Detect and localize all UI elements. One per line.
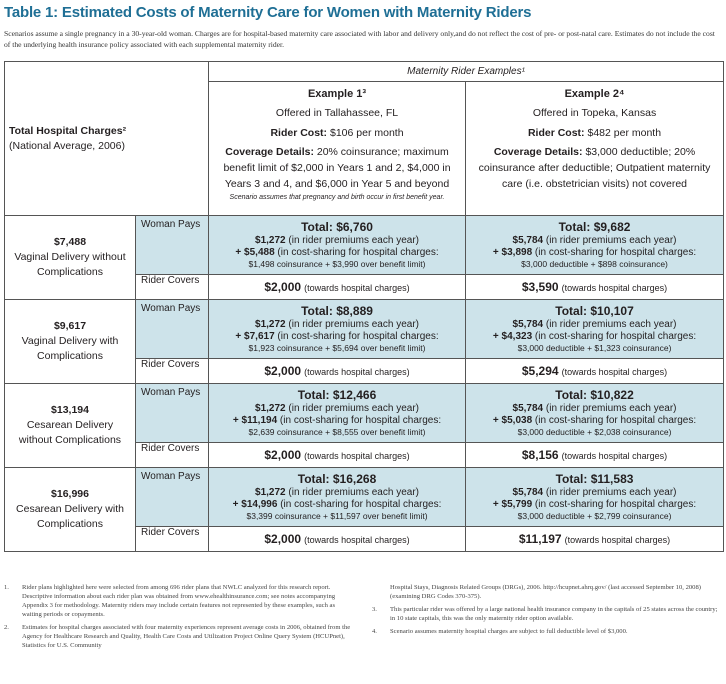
- ex1-rider-covers-cell: [209, 275, 466, 300]
- hospital-charge-amount: $13,194: [51, 404, 89, 416]
- premiums-amount: $1,272: [255, 487, 286, 498]
- total-amount: Total: $6,760: [301, 220, 373, 234]
- woman-pays-row: [5, 384, 724, 443]
- delivery-type-desc: Vaginal Delivery with Complications: [21, 335, 119, 362]
- rider-covers-amount: $8,156: [521, 448, 559, 462]
- total-hospital-charges-label: Total Hospital Charges²: [9, 124, 127, 137]
- total-amount: Total: $11,583: [555, 472, 634, 486]
- example-2-header: [466, 82, 724, 216]
- cost-sharing-line: [469, 331, 720, 343]
- cost-sharing-text: (in cost-sharing for hospital charges:: [280, 499, 442, 510]
- towards-text: (towards hospital charges): [304, 451, 410, 461]
- premiums-line: [469, 487, 720, 499]
- cost-sharing-line: [212, 415, 462, 427]
- rider-cost-label: Rider Cost:: [527, 127, 585, 139]
- delivery-type-cell: [5, 468, 136, 552]
- footnote-text: This particular rider was offered by a large national health insurance company in the capitals of 25 states across the country; in 10 state capitals, this was the only maternity rider option available.: [390, 606, 718, 622]
- example-1-header: [209, 82, 466, 216]
- coverage-label: Coverage Details:: [493, 146, 583, 158]
- ex2-woman-pays-cell: [466, 384, 724, 443]
- footnote-2-continued: [372, 583, 720, 601]
- ex1-woman-pays-cell: [209, 468, 466, 527]
- premiums-line: [469, 319, 720, 331]
- ex1-woman-pays-cell: [209, 216, 466, 275]
- ex1-rider-covers-cell: [209, 443, 466, 468]
- ex2-rider-covers-cell: [466, 527, 724, 552]
- premiums-amount: $1,272: [255, 403, 286, 414]
- intro-text: Scenarios assume a single pregnancy in a 30-year-old woman. Charges are for hospital-based maternity care associated with labor and delivery only,and do not reflect the cost of pre- or post-natal care. Estimates do not include the cost of the underlying health insurance policy associated with each supplemental maternity rider.: [4, 29, 715, 49]
- delivery-type-desc: Cesarean Delivery without Complications: [18, 419, 122, 446]
- woman-pays-row: [5, 216, 724, 275]
- cost-sharing-line: [469, 499, 720, 511]
- total-amount: Total: $10,822: [555, 388, 634, 402]
- cost-sharing-amount: + $5,488: [235, 247, 275, 258]
- towards-text: (towards hospital charges): [561, 283, 668, 293]
- total-amount: Total: $8,889: [301, 304, 373, 318]
- rider-covers-amount: $2,000: [264, 364, 302, 378]
- premiums-line: [469, 403, 720, 415]
- cost-sharing-line: [212, 247, 462, 259]
- footnote-number: 1.: [4, 584, 9, 591]
- cost-sharing-detail: $1,498 coinsurance + $3,990 over benefit limit): [248, 259, 426, 269]
- delivery-type-cell: [5, 384, 136, 468]
- premiums-line: [212, 403, 462, 415]
- cost-sharing-detail: $3,000 deductible + $2,038 coinsurance): [517, 427, 672, 437]
- premiums-amount: $5,784: [512, 319, 544, 330]
- cost-sharing-amount: + $5,799: [492, 499, 533, 510]
- cost-sharing-detail: $3,399 coinsurance + $11,597 over benefit limit): [246, 511, 428, 521]
- premiums-text: (in rider premiums each year): [288, 319, 419, 330]
- hospital-charge-amount: $16,996: [51, 488, 89, 500]
- cost-sharing-line: [469, 247, 720, 259]
- example-2-coverage: [470, 144, 719, 192]
- cost-sharing-amount: + $3,898: [492, 247, 533, 258]
- cost-sharing-text: (in cost-sharing for hospital charges:: [534, 331, 697, 342]
- rider-covers-label: Rider Covers: [136, 275, 209, 300]
- cost-sharing-text: (in cost-sharing for hospital charges:: [534, 415, 697, 426]
- example-1-offered: Offered in Tallahassee, FL: [275, 107, 399, 119]
- total-hospital-charges-header: [5, 62, 209, 216]
- coverage-label: Coverage Details:: [225, 146, 314, 158]
- towards-text: (towards hospital charges): [561, 451, 668, 461]
- woman-pays-row: [5, 468, 724, 527]
- rider-covers-label: Rider Covers: [136, 443, 209, 468]
- premiums-amount: $5,784: [512, 235, 544, 246]
- total-amount: Total: $12,466: [297, 388, 377, 402]
- premiums-amount: $1,272: [255, 319, 286, 330]
- coverage-value: $3,000 deductible; 20% coinsurance after deductible; Outpatient maternity care (i.e. obstetrician visits) not covered: [478, 146, 711, 190]
- cost-sharing-amount: + $7,617: [235, 331, 275, 342]
- ex1-woman-pays-cell: [209, 300, 466, 359]
- cost-sharing-text: (in cost-sharing for hospital charges:: [277, 247, 439, 258]
- cost-sharing-text: (in cost-sharing for hospital charges:: [277, 331, 439, 342]
- maternity-cost-table: [4, 61, 724, 552]
- cost-sharing-detail: $3,000 deductible + $1,323 coinsurance): [517, 343, 672, 353]
- example-2-offered: Offered in Topeka, Kansas: [532, 107, 657, 119]
- footnote-4: [372, 627, 720, 636]
- example-2-rider-cost: [470, 125, 719, 141]
- footnote-text: Scenario assumes maternity hospital charges are subject to full deductible level of $3,000.: [390, 628, 628, 635]
- ex1-rider-covers-cell: [209, 527, 466, 552]
- footnote-number: 2.: [4, 624, 9, 631]
- table-header-row-1: [5, 62, 724, 82]
- cost-sharing-detail: $3,000 deductible + $2,799 coinsurance): [517, 511, 672, 521]
- delivery-type-cell: [5, 300, 136, 384]
- example-1-name: Example 1³: [307, 88, 367, 100]
- rider-covers-amount: $3,590: [521, 280, 559, 294]
- rider-covers-label: Rider Covers: [136, 359, 209, 384]
- cost-sharing-text: (in cost-sharing for hospital charges:: [534, 499, 697, 510]
- towards-text: (towards hospital charges): [304, 367, 410, 377]
- cost-sharing-detail: $2,639 coinsurance + $8,555 over benefit limit): [248, 427, 426, 437]
- footnote-number: 3.: [372, 606, 377, 613]
- towards-text: (towards hospital charges): [304, 283, 410, 293]
- premiums-line: [212, 235, 462, 247]
- footnotes-left-column: [4, 583, 354, 654]
- premiums-amount: $5,784: [512, 403, 544, 414]
- delivery-type-desc: Vaginal Delivery without Complications: [14, 251, 126, 278]
- woman-pays-label: Woman Pays: [136, 468, 209, 527]
- example-1-coverage: [213, 144, 461, 192]
- example-1-scenario-note: Scenario assumes that pregnancy and birth occur in first benefit year.: [229, 194, 445, 201]
- towards-text: (towards hospital charges): [564, 535, 671, 545]
- hospital-charge-amount: $7,488: [53, 236, 87, 248]
- ex2-rider-covers-cell: [466, 443, 724, 468]
- premiums-text: (in rider premiums each year): [545, 319, 677, 330]
- premiums-text: (in rider premiums each year): [288, 403, 419, 414]
- woman-pays-label: Woman Pays: [136, 216, 209, 275]
- woman-pays-row: [5, 300, 724, 359]
- rider-covers-label: Rider Covers: [136, 527, 209, 552]
- hospital-charge-amount: $9,617: [53, 320, 87, 332]
- maternity-rider-examples-header: Maternity Rider Examples¹: [209, 62, 724, 82]
- delivery-type-cell: [5, 216, 136, 300]
- ex2-rider-covers-cell: [466, 275, 724, 300]
- rider-covers-amount: $5,294: [521, 364, 559, 378]
- ex2-rider-covers-cell: [466, 359, 724, 384]
- premiums-line: [212, 319, 462, 331]
- premiums-text: (in rider premiums each year): [545, 403, 677, 414]
- cost-sharing-text: (in cost-sharing for hospital charges:: [534, 247, 697, 258]
- rider-covers-amount: $11,197: [518, 532, 562, 546]
- premiums-text: (in rider premiums each year): [288, 235, 419, 246]
- footnote-text: Rider plans highlighted here were selected from among 696 rider plans that NWLC analyzed for this research report. Descriptive information about each rider plan was obtained from www.ehealthinsurance.com; see notes accompanying Appendix 3 for methodology. Maternity riders may include certain features not represented by these examples, such as waiting periods or copayments.: [22, 584, 336, 618]
- cost-sharing-amount: + $4,323: [492, 331, 533, 342]
- rider-cost-value: $106 per month: [329, 127, 404, 139]
- premiums-line: [469, 235, 720, 247]
- ex2-woman-pays-cell: [466, 468, 724, 527]
- woman-pays-label: Woman Pays: [136, 300, 209, 359]
- premiums-text: (in rider premiums each year): [288, 487, 419, 498]
- example-2-name: Example 2⁴: [564, 88, 625, 100]
- premiums-text: (in rider premiums each year): [545, 487, 677, 498]
- coverage-value: 20% coinsurance; maximum benefit limit of $2,000 in Years 1 and 2, $4,000 in Years 3 and 4, and $6,000 in Year 5 and beyond: [223, 146, 451, 190]
- footnotes-right-column: [372, 583, 720, 640]
- total-amount: Total: $16,268: [297, 472, 377, 486]
- woman-pays-label: Woman Pays: [136, 384, 209, 443]
- rider-cost-label: Rider Cost:: [270, 127, 328, 139]
- example-1-rider-cost: [213, 125, 461, 141]
- national-average-label: (National Average, 2006): [9, 139, 125, 152]
- ex2-woman-pays-cell: [466, 300, 724, 359]
- total-amount: Total: $9,682: [558, 220, 631, 234]
- footnote-number: 4.: [372, 628, 377, 635]
- cost-sharing-detail: $1,923 coinsurance + $5,694 over benefit limit): [248, 343, 426, 353]
- table-title: Table 1: Estimated Costs of Maternity Care for Women with Maternity Riders: [4, 4, 532, 21]
- cost-sharing-amount: + $14,996: [232, 499, 278, 510]
- delivery-type-desc: Cesarean Delivery with Complications: [16, 503, 124, 530]
- premiums-line: [212, 487, 462, 499]
- cost-sharing-line: [212, 331, 462, 343]
- footnote-1: [4, 583, 354, 619]
- premiums-amount: $1,272: [255, 235, 286, 246]
- rider-cost-value: $482 per month: [587, 127, 662, 139]
- premiums-text: (in rider premiums each year): [545, 235, 677, 246]
- footnote-text: Estimates for hospital charges associated with four maternity experiences represent average costs in 2006, obtained from the Agency for Healthcare Research and Quality, Health Care Costs and Utilization Project Online Query System (HCUPnet), Statistics for U.S. Community: [22, 624, 351, 649]
- cost-sharing-amount: + $5,038: [492, 415, 533, 426]
- rider-covers-amount: $2,000: [264, 448, 302, 462]
- cost-sharing-line: [212, 499, 462, 511]
- towards-text: (towards hospital charges): [304, 535, 410, 545]
- rider-covers-amount: $2,000: [264, 532, 302, 546]
- footnote-3: [372, 605, 720, 623]
- ex2-woman-pays-cell: [466, 216, 724, 275]
- rider-covers-amount: $2,000: [264, 280, 302, 294]
- premiums-amount: $5,784: [512, 487, 544, 498]
- footnote-2: [4, 623, 354, 650]
- towards-text: (towards hospital charges): [561, 367, 668, 377]
- footnote-text: Hospital Stays, Diagnosis Related Groups (DRGs), 2006. http://hcupnet.ahrq.gov/ (last accessed September 10, 2008) (examining DRG Codes 370-375).: [390, 584, 701, 600]
- ex1-woman-pays-cell: [209, 384, 466, 443]
- cost-sharing-text: (in cost-sharing for hospital charges:: [279, 415, 442, 426]
- cost-sharing-detail: $3,000 deductible + $898 coinsurance): [521, 259, 668, 269]
- cost-sharing-line: [469, 415, 720, 427]
- cost-sharing-amount: + $11,194: [232, 415, 278, 426]
- total-amount: Total: $10,107: [555, 304, 634, 318]
- ex1-rider-covers-cell: [209, 359, 466, 384]
